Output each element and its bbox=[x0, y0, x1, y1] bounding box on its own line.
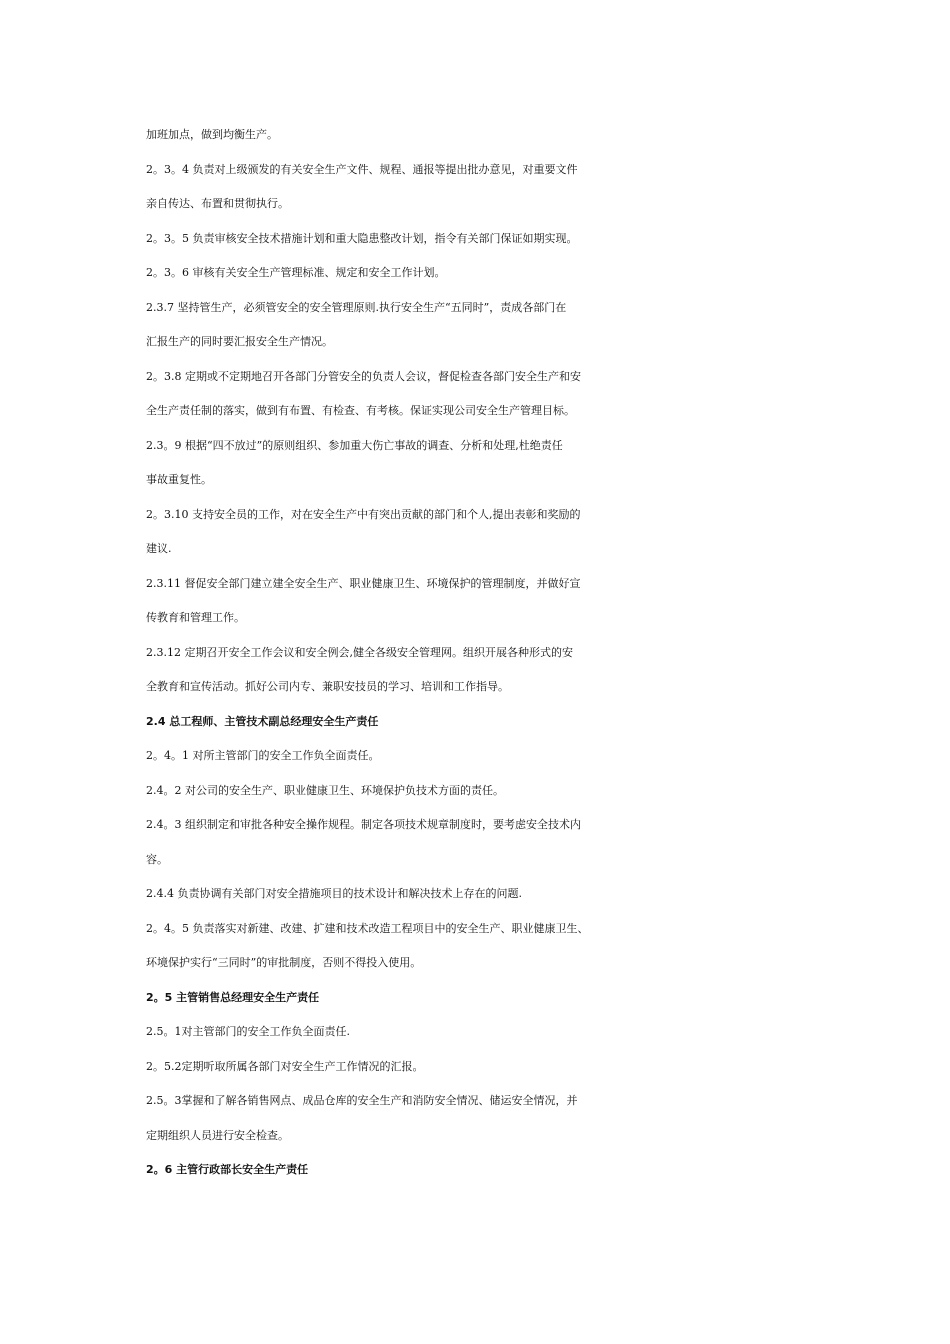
paragraph-line: 2。3.8 定期或不定期地召开各部门分管安全的负责人会议，督促检查各部门安全生产和安 bbox=[146, 369, 581, 383]
paragraph-line: 容。 bbox=[146, 852, 168, 866]
paragraph-line: 2.5。1对主管部门的安全工作负全面责任. bbox=[146, 1025, 350, 1038]
paragraph-line: 亲自传达、布置和贯彻执行。 bbox=[146, 197, 289, 210]
paragraph-line: 2。3。5 负责审核安全技术措施计划和重大隐患整改计划，指令有关部门保证如期实现。 bbox=[146, 231, 578, 245]
section-heading: 2。5 主管销售总经理安全生产责任 bbox=[146, 990, 320, 1004]
paragraph-line: 环境保护实行“三同时”的审批制度，否则不得投入使用。 bbox=[146, 956, 422, 969]
paragraph-line: 2.3.12 定期召开安全工作会议和安全例会,健全各级安全管理网。组织开展各种形式的安 bbox=[146, 645, 573, 659]
section-heading: 2。6 主管行政部长安全生产责任 bbox=[146, 1163, 309, 1176]
paragraph-line: 2。3.10 支持安全员的工作，对在安全生产中有突出贡献的部门和个人,提出表彰和奖励的 bbox=[146, 507, 581, 521]
paragraph-line: 汇报生产的同时要汇报安全生产情况。 bbox=[146, 335, 333, 348]
paragraph-line: 事故重复性。 bbox=[146, 473, 212, 486]
paragraph-line: 2.4.4 负责协调有关部门对安全措施项目的技术设计和解决技术上存在的问题. bbox=[146, 887, 522, 900]
paragraph-line: 全生产责任制的落实，做到有布置、有检查、有考核。保证实现公司安全生产管理目标。 bbox=[146, 404, 575, 417]
paragraph-line: 定期组织人员进行安全检查。 bbox=[146, 1128, 289, 1142]
paragraph-line: 2。3。6 审核有关安全生产管理标准、规定和安全工作计划。 bbox=[146, 266, 446, 279]
paragraph-line: 2.3。9 根据“四不放过”的原则组织、参加重大伤亡事故的调查、分析和处理,杜绝责任 bbox=[146, 438, 563, 452]
paragraph-line: 2.3.11 督促安全部门建立建全安全生产、职业健康卫生、环境保护的管理制度，并做好宣 bbox=[146, 576, 581, 590]
document-body bbox=[146, 118, 826, 1188]
paragraph-line: 建议. bbox=[146, 542, 172, 555]
paragraph-line: 2.4。2 对公司的安全生产、职业健康卫生、环境保护负技术方面的责任。 bbox=[146, 783, 504, 797]
section-heading: 2.4 总工程师、主管技术副总经理安全生产责任 bbox=[146, 714, 379, 728]
paragraph-line: 2。4。1 对所主管部门的安全工作负全面责任。 bbox=[146, 749, 380, 762]
paragraph-line: 2。5.2定期听取所属各部门对安全生产工作情况的汇报。 bbox=[146, 1059, 424, 1073]
paragraph-line: 2.3.7 坚持管生产，必须管安全的安全管理原则.执行安全生产“五同时”，责成各部门在 bbox=[146, 300, 567, 314]
paragraph-line: 2。4。5 负责落实对新建、改建、扩建和技术改造工程项目中的安全生产、职业健康卫生、 bbox=[146, 921, 589, 935]
paragraph-line: 全教育和宣传活动。抓好公司内专、兼职安技员的学习、培训和工作指导。 bbox=[146, 680, 509, 693]
paragraph-line: 2.4。3 组织制定和审批各种安全操作规程。制定各项技术规章制度时，要考虑安全技术内 bbox=[146, 818, 581, 831]
paragraph-line: 传教育和管理工作。 bbox=[146, 611, 245, 624]
paragraph-line: 2.5。3掌握和了解各销售网点、成品仓库的安全生产和消防安全情况、储运安全情况，并 bbox=[146, 1094, 578, 1107]
paragraph-line: 2。3。4 负责对上级颁发的有关安全生产文件、规程、通报等提出批办意见，对重要文件 bbox=[146, 162, 578, 176]
paragraph-line: 加班加点，做到均衡生产。 bbox=[146, 128, 278, 141]
